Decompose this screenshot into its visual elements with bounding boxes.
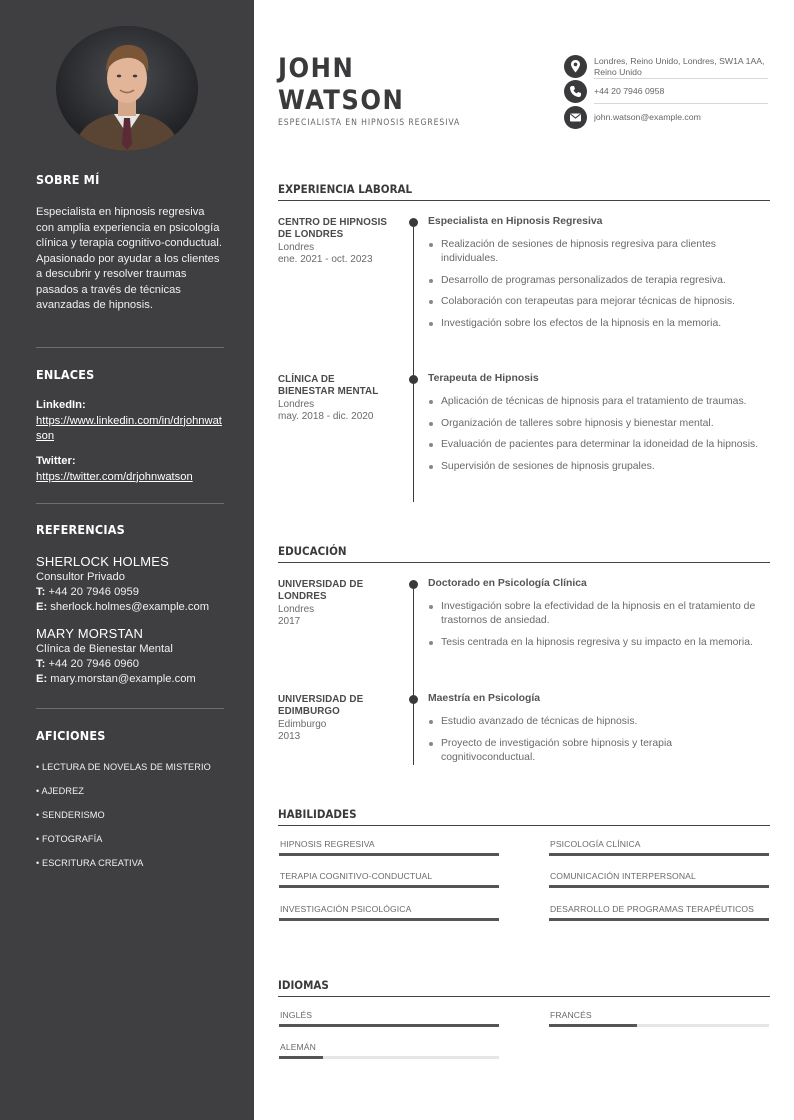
org-location: Londres xyxy=(278,398,315,410)
link-label: Twitter: xyxy=(36,455,76,467)
language-label: INGLÉS xyxy=(280,1010,313,1020)
org-dates: 2013 xyxy=(278,731,301,743)
first-name: JOHN xyxy=(278,53,355,84)
sidebar-divider xyxy=(36,708,224,709)
org-name: CLÍNICA DE BIENESTAR MENTAL xyxy=(278,374,379,398)
org-dates: 2017 xyxy=(278,616,301,628)
language-bar-fill xyxy=(279,1024,499,1027)
skill-bar-track xyxy=(279,918,499,921)
org-location: Londres xyxy=(278,603,315,615)
hobby-item: • SENDERISMO xyxy=(36,810,105,820)
list-item: Desarrollo de programas personalizados de terapia regresiva. xyxy=(428,274,768,288)
skill-item xyxy=(549,871,769,881)
education-timeline xyxy=(413,584,414,765)
reference-role: Clínica de Bienestar Mental xyxy=(36,642,173,655)
list-item: Aplicación de técnicas de hipnosis para el tratamiento de traumas. xyxy=(428,395,768,409)
skill-bar-track xyxy=(279,853,499,856)
language-item xyxy=(279,1042,499,1052)
skill-item xyxy=(279,871,499,881)
sidebar-divider xyxy=(36,503,224,504)
education-org xyxy=(278,694,393,744)
job-role: Especialista en Hipnosis Regresiva xyxy=(428,216,603,227)
reference-email: mary.morstan@example.com xyxy=(50,672,196,685)
phone-label: T: xyxy=(36,585,46,598)
skill-bar-fill xyxy=(279,853,499,856)
email-icon xyxy=(564,106,587,129)
language-bar-track xyxy=(279,1024,499,1027)
org-name: CENTRO DE HIPNOSIS DE LONDRES xyxy=(278,217,388,241)
skill-label: HIPNOSIS REGRESIVA xyxy=(280,839,375,849)
list-item: Investigación sobre la efectividad de la hipnosis en el tratamiento de trastornos de ansiedad. xyxy=(428,600,768,628)
hobby-item: • LECTURA DE NOVELAS DE MISTERIO xyxy=(36,762,211,772)
org-name: UNIVERSIDAD DE EDIMBURGO xyxy=(278,694,364,718)
list-item: Realización de sesiones de hipnosis regresiva para clientes individuales. xyxy=(428,238,768,266)
skill-bar-fill xyxy=(549,918,769,921)
list-item: Estudio avanzado de técnicas de hipnosis. xyxy=(428,715,768,729)
degree-bullets xyxy=(428,715,768,772)
hobby-item: • ESCRITURA CREATIVA xyxy=(36,858,144,868)
sidebar xyxy=(0,0,254,1120)
email-text: john.watson@example.com xyxy=(594,112,701,122)
about-heading: SOBRE MÍ xyxy=(36,172,100,187)
reference-item xyxy=(36,554,224,615)
list-item: Organización de talleres sobre hipnosis y bienestar mental. xyxy=(428,417,768,431)
hobby-item: • FOTOGRAFÍA xyxy=(36,834,103,844)
degree-title: Maestría en Psicología xyxy=(428,693,541,704)
language-item xyxy=(549,1010,769,1020)
org-name: UNIVERSIDAD DE LONDRES xyxy=(278,579,364,603)
reference-email: sherlock.holmes@example.com xyxy=(50,600,210,613)
language-bar-track xyxy=(549,1024,769,1027)
job-role: Terapeuta de Hipnosis xyxy=(428,373,539,384)
phone-label: T: xyxy=(36,657,46,670)
reference-phone: +44 20 7946 0960 xyxy=(48,657,139,670)
skills-heading: HABILIDADES xyxy=(278,807,357,821)
skill-label: DESARROLLO DE PROGRAMAS TERAPÉUTICOS xyxy=(550,904,755,914)
degree-title: Doctorado en Psicología Clínica xyxy=(428,578,587,589)
skill-bar-fill xyxy=(549,853,769,856)
org-location: Londres xyxy=(278,241,315,253)
reference-phone: +44 20 7946 0959 xyxy=(48,585,139,598)
skill-label: INVESTIGACIÓN PSICOLÓGICA xyxy=(280,904,412,914)
list-item: Supervisión de sesiones de hipnosis grupales. xyxy=(428,460,768,474)
email-label: E: xyxy=(36,600,48,613)
list-item: Investigación sobre los efectos de la hipnosis en la memoria. xyxy=(428,317,768,331)
experience-org xyxy=(278,217,393,267)
languages-heading: IDIOMAS xyxy=(278,978,329,992)
skill-label: TERAPIA COGNITIVO-CONDUCTUAL xyxy=(280,871,433,881)
job-bullets xyxy=(428,238,768,338)
org-dates: ene. 2021 - oct. 2023 xyxy=(278,254,373,266)
list-item: Proyecto de investigación sobre hipnosis y terapia cognitivoconductual. xyxy=(428,737,768,765)
twitter-link[interactable]: https://twitter.com/drjohnwatson xyxy=(36,470,193,483)
link-linkedin xyxy=(36,398,224,445)
sidebar-divider xyxy=(36,347,224,348)
skill-bar-fill xyxy=(549,885,769,888)
timeline-dot xyxy=(409,580,418,589)
section-divider xyxy=(278,200,770,201)
contact-divider xyxy=(594,103,768,104)
address-text: Londres, Reino Unido, Londres, SW1A 1AA, Reino Unido xyxy=(594,56,765,77)
contact-phone xyxy=(564,80,768,104)
org-dates: may. 2018 - dic. 2020 xyxy=(278,411,374,423)
skill-item xyxy=(279,904,499,914)
experience-org xyxy=(278,374,393,424)
hobbies-heading: AFICIONES xyxy=(36,728,106,743)
skill-bar-track xyxy=(549,885,769,888)
experience-timeline xyxy=(413,222,414,502)
location-icon xyxy=(564,55,587,78)
links-heading: ENLACES xyxy=(36,367,95,382)
degree-bullets xyxy=(428,600,768,657)
list-item: Tesis centrada en la hipnosis regresiva y su impacto en la memoria. xyxy=(428,636,768,650)
link-twitter xyxy=(36,454,224,485)
skill-bar-track xyxy=(279,885,499,888)
skill-label: COMUNICACIÓN INTERPERSONAL xyxy=(550,871,696,881)
language-bar-fill xyxy=(279,1056,323,1059)
reference-role: Consultor Privado xyxy=(36,570,125,583)
section-divider xyxy=(278,996,770,997)
language-label: FRANCÉS xyxy=(550,1010,592,1020)
timeline-dot xyxy=(409,218,418,227)
education-org xyxy=(278,579,393,629)
language-bar-fill xyxy=(549,1024,637,1027)
hobby-item: • AJEDREZ xyxy=(36,786,85,796)
phone-icon xyxy=(564,80,587,103)
reference-name: MARY MORSTAN xyxy=(36,626,144,641)
education-heading: EDUCACIÓN xyxy=(278,544,347,558)
contact-divider xyxy=(594,78,768,79)
contact-email xyxy=(564,106,768,130)
skill-item xyxy=(279,839,499,849)
experience-heading: EXPERIENCIA LABORAL xyxy=(278,182,413,196)
skill-bar-fill xyxy=(279,885,499,888)
skill-label: PSICOLOGÍA CLÍNICA xyxy=(550,839,641,849)
linkedin-link[interactable]: https://www.linkedin.com/in/drjohnwatson xyxy=(36,414,222,442)
language-bar-track xyxy=(279,1056,499,1059)
language-item xyxy=(279,1010,499,1020)
skill-bar-track xyxy=(549,918,769,921)
references-heading: REFERENCIAS xyxy=(36,522,125,537)
reference-name: SHERLOCK HOLMES xyxy=(36,554,170,569)
skill-bar-track xyxy=(549,853,769,856)
section-divider xyxy=(278,825,770,826)
list-item: Colaboración con terapeutas para mejorar técnicas de hipnosis. xyxy=(428,295,768,309)
reference-item xyxy=(36,626,224,687)
skill-item xyxy=(549,839,769,849)
timeline-dot xyxy=(409,695,418,704)
job-bullets xyxy=(428,395,768,481)
skill-item xyxy=(549,904,769,914)
about-text: Especialista en hipnosis regresiva con amplia experiencia en psicología clínica y terapia cognitivo-conductual. Apasionado por ayudar a los clientes a descubrir y resolver traumas pasados a través de técnicas avanzadas de hipnosis. xyxy=(36,206,222,311)
org-location: Edimburgo xyxy=(278,718,327,730)
link-label: LinkedIn: xyxy=(36,399,86,411)
phone-text: +44 20 7946 0958 xyxy=(594,86,665,96)
job-title: ESPECIALISTA EN HIPNOSIS REGRESIVA xyxy=(278,118,461,128)
email-label: E: xyxy=(36,672,48,685)
timeline-dot xyxy=(409,375,418,384)
last-name: WATSON xyxy=(278,85,405,116)
language-label: ALEMÁN xyxy=(280,1042,316,1052)
profile-photo xyxy=(56,26,198,151)
list-item: Evaluación de pacientes para determinar la idoneidad de la hipnosis. xyxy=(428,438,768,452)
section-divider xyxy=(278,562,770,563)
skill-bar-fill xyxy=(279,918,499,921)
portrait-image xyxy=(56,26,198,151)
